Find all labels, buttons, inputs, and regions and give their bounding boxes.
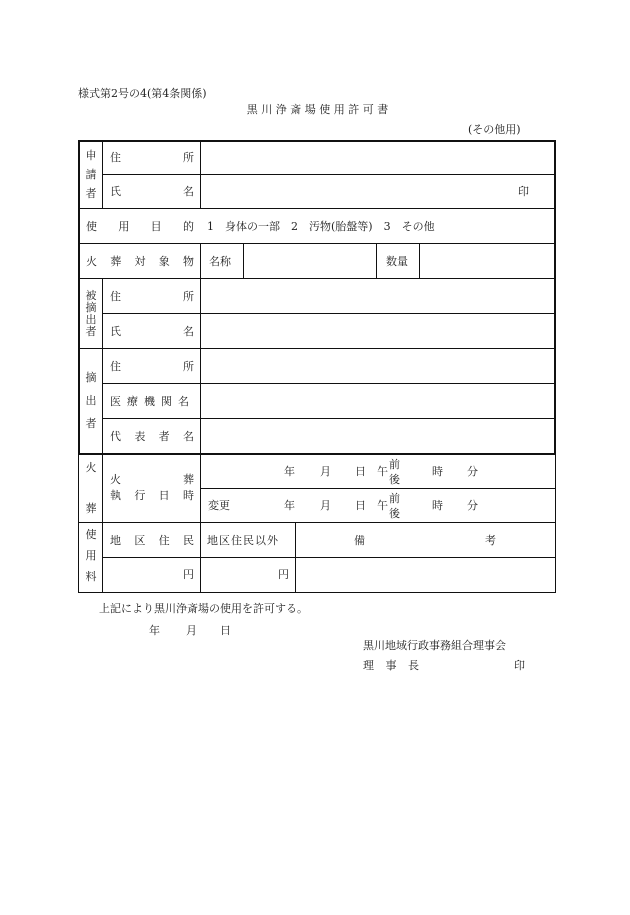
border-left-lower — [78, 455, 79, 592]
extractor-address-field[interactable] — [202, 350, 554, 382]
date-year-label: 年 — [149, 624, 160, 637]
rule — [243, 243, 244, 278]
rule — [102, 383, 555, 384]
rule — [102, 278, 103, 454]
extractor-section-label: 摘 出 者 — [85, 371, 97, 430]
applicant-address-field[interactable] — [202, 143, 554, 174]
extracted-person-name-label: 氏 名 — [110, 325, 194, 338]
rule — [78, 522, 556, 523]
purpose-label: 使 用 目 的 — [86, 220, 194, 233]
extractor-representative-field[interactable] — [202, 420, 554, 452]
rule — [102, 313, 555, 314]
fee-non-resident-field[interactable] — [202, 559, 276, 591]
applicant-name-field[interactable] — [202, 176, 512, 207]
extracted-person-section-label: 被 摘 出 者 — [85, 289, 97, 338]
fee-section-label: 使 用 料 — [85, 528, 97, 583]
position-title: 理 事 長 — [363, 659, 419, 672]
border-right-thick — [554, 140, 556, 455]
month-label: 月 — [320, 465, 331, 478]
rule — [200, 455, 201, 592]
extractor-address-label: 住 所 — [110, 360, 194, 373]
pm-label: 後 — [389, 473, 400, 486]
applicant-seal: 印 — [518, 185, 529, 198]
cremation-label-line1: 火 葬 — [110, 473, 194, 486]
border-right-lower — [555, 455, 556, 592]
minute-label: 分 — [467, 465, 478, 478]
object-quantity-field[interactable] — [421, 245, 553, 277]
minute-label: 分 — [467, 499, 478, 512]
am-label: 前 — [389, 458, 400, 471]
object-name-field[interactable] — [245, 245, 375, 277]
extractor-representative-label: 代 表 者 名 — [110, 430, 194, 443]
fee-resident-field[interactable] — [104, 559, 179, 591]
date-month-label: 月 — [186, 624, 197, 637]
border-top — [78, 140, 556, 142]
rule — [200, 243, 201, 278]
object-name-label: 名称 — [209, 255, 231, 268]
extractor-institution-field[interactable] — [202, 385, 554, 417]
rule — [80, 278, 555, 279]
rule — [102, 141, 103, 208]
page-title: 黒 川 浄 斎 場 使 用 許 可 書 — [246, 103, 389, 116]
am-label: 前 — [389, 492, 400, 505]
rule — [80, 348, 555, 349]
month-label: 月 — [320, 499, 331, 512]
object-label: 火 葬 対 象 物 — [86, 255, 194, 268]
object-quantity-label: 数量 — [386, 255, 408, 268]
rule — [376, 243, 377, 278]
organization-name: 黒川地域行政事務組合理事会 — [363, 639, 506, 652]
fee-resident-yen: 円 — [183, 568, 194, 581]
rule — [102, 557, 555, 558]
fee-non-resident-yen: 円 — [278, 568, 289, 581]
purpose-options[interactable]: 1 身体の一部 2 汚物(胎盤等) 3 その他 — [207, 220, 435, 233]
fee-remarks-label: 備 考 — [354, 534, 496, 547]
cremation-section-label: 火 葬 — [85, 461, 97, 515]
fee-non-resident-label: 地区住民以外 — [207, 534, 279, 547]
chairman-seal: 印 — [514, 659, 525, 672]
fee-resident-label: 地 区 住 民 — [110, 534, 194, 547]
border-bottom — [78, 592, 556, 593]
applicant-name-label: 氏 名 — [110, 185, 194, 198]
rule — [102, 455, 103, 592]
change-label: 変更 — [208, 499, 230, 512]
extracted-person-name-field[interactable] — [202, 315, 554, 347]
applicant-address-label: 住 所 — [110, 151, 194, 164]
cremation-label-line2: 執 行 日 時 — [110, 489, 194, 502]
rule — [80, 243, 555, 244]
hour-label: 時 — [432, 499, 443, 512]
rule — [102, 418, 555, 419]
extracted-person-address-label: 住 所 — [110, 290, 194, 303]
rule — [200, 488, 555, 489]
permission-text: 上記により黒川浄斎場の使用を許可する。 — [99, 602, 308, 615]
year-label: 年 — [284, 465, 295, 478]
rule — [80, 208, 555, 209]
day-label: 日 — [355, 465, 366, 478]
rule — [419, 243, 420, 278]
am-pm-prefix: 午 — [377, 499, 388, 512]
date-day-label: 日 — [220, 624, 231, 637]
rule — [295, 522, 296, 592]
hour-label: 時 — [432, 465, 443, 478]
subtitle: (その他用) — [468, 123, 521, 136]
day-label: 日 — [355, 499, 366, 512]
pm-label: 後 — [389, 507, 400, 520]
rule — [200, 141, 201, 208]
fee-remarks-field[interactable] — [297, 559, 554, 591]
rule — [102, 174, 555, 175]
applicant-section-label: 申 請 者 — [85, 149, 97, 200]
form-number: 様式第2号の4(第4条関係) — [78, 87, 207, 100]
am-pm-prefix: 午 — [377, 465, 388, 478]
year-label: 年 — [284, 499, 295, 512]
border-mid-thick — [78, 453, 556, 455]
border-left-thick — [78, 140, 80, 455]
extracted-person-address-field[interactable] — [202, 280, 554, 312]
rule — [200, 278, 201, 454]
extractor-institution-label: 医療機関名 — [110, 395, 195, 408]
